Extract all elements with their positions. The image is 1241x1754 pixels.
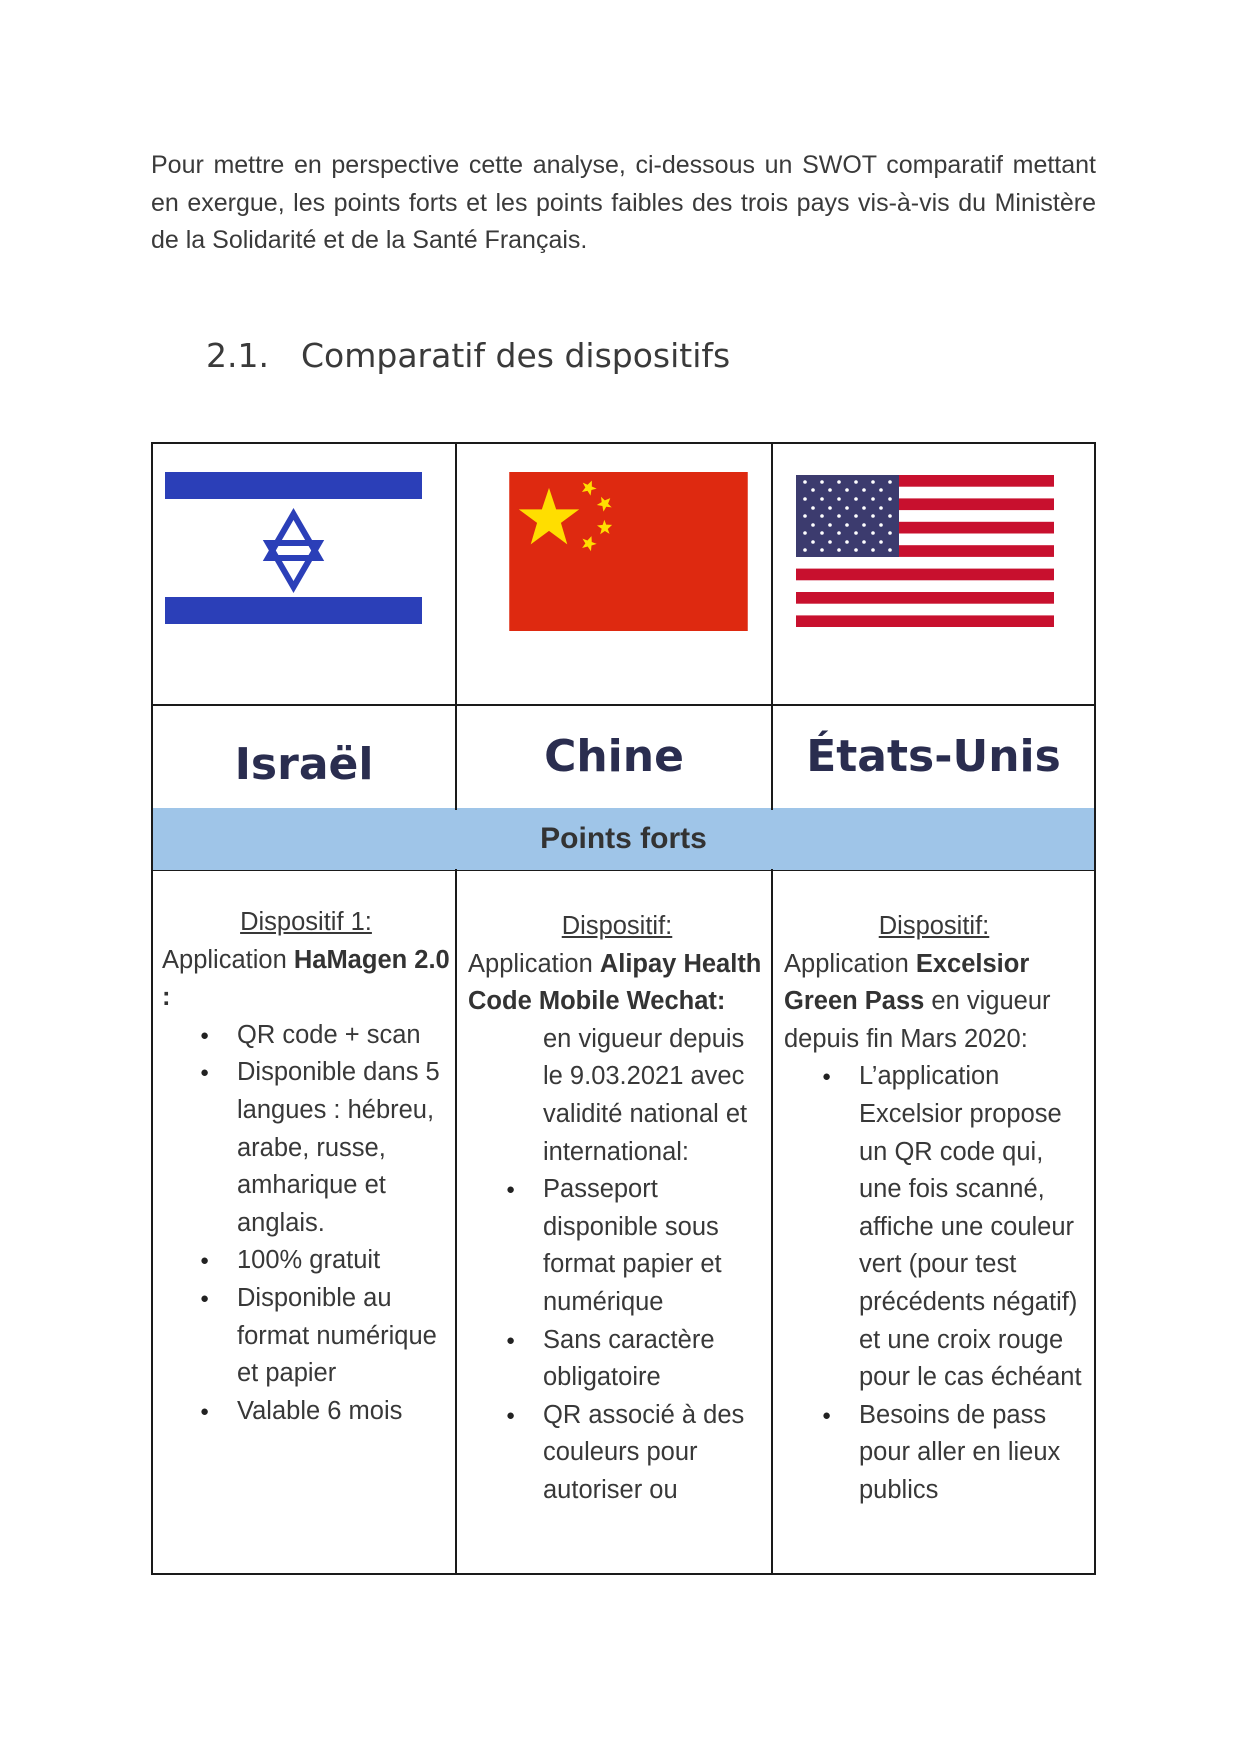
list-item: ● 100% gratuit — [162, 1242, 450, 1280]
china-dispositif-title: Dispositif: — [561, 912, 673, 940]
comparison-table — [151, 442, 1096, 1575]
israel-flag — [165, 472, 422, 624]
israel-cell — [162, 904, 450, 1430]
country-label: États-Unis — [806, 730, 1061, 782]
usa-dispositif-title: Dispositif: — [878, 912, 990, 940]
usa-cell — [784, 908, 1084, 1510]
section-heading — [206, 336, 730, 375]
list-item: ● Disponible au format numérique et papier — [162, 1280, 450, 1393]
usa-app-name: Excelsior Green Pass — [784, 949, 1030, 1016]
list-item: ● Sans caractère obligatoire — [468, 1322, 766, 1397]
china-intro: en vigueur depuis le 9.03.2021 avec validité national et international: — [543, 1024, 748, 1166]
country-label: Chine — [544, 730, 684, 782]
israel-app-name: HaMagen 2.0 : — [162, 945, 450, 1012]
china-app-prefix: Application — [468, 949, 600, 978]
china-list — [468, 1021, 766, 1510]
china-app — [468, 946, 766, 1021]
table-border-left — [151, 442, 153, 1575]
list-item: ● QR associé à des couleurs pour autoriser ou — [468, 1397, 766, 1510]
israel-dispositif-title: Dispositif 1: — [240, 908, 372, 936]
israel-app — [162, 942, 450, 1017]
points-forts-band — [151, 808, 1096, 870]
usa-flag — [796, 475, 1054, 627]
section-title: Comparatif des dispositifs — [301, 336, 731, 375]
list-item: ● Besoins de pass pour aller en lieux publics — [784, 1397, 1084, 1510]
china-flag — [509, 472, 748, 631]
intro-paragraph: Pour mettre en perspective cette analyse, ci-dessous un SWOT comparatif mettant en exergue, les points forts et les points faibles des trois pays vis-à-vis du Ministère de la Solidarité et de la Santé Français. — [151, 151, 1096, 254]
table-border-right — [1094, 442, 1096, 1575]
list-item: ● Passeport disponible sous format papier et numérique — [468, 1171, 766, 1321]
china-app-name: Alipay Health Code Mobile Wechat: — [468, 949, 762, 1016]
usa-app-suffix: en vigueur depuis fin Mars 2020: — [784, 987, 1051, 1053]
country-israel — [153, 704, 455, 816]
list-item: ● QR code + scan — [162, 1017, 450, 1055]
table-col-divider — [455, 869, 457, 1575]
israel-list — [162, 1017, 450, 1431]
table-border-bottom — [151, 1573, 1096, 1575]
israel-app-prefix: Application — [162, 945, 294, 974]
list-item: ● Valable 6 mois — [162, 1393, 450, 1431]
china-cell — [468, 908, 766, 1510]
list-item: ● Disponible dans 5 langues : hébreu, arabe, russe, amharique et anglais. — [162, 1054, 450, 1242]
band-label: Points forts — [540, 822, 707, 855]
usa-app-prefix: Application — [784, 949, 916, 978]
usa-list — [784, 1058, 1084, 1509]
country-usa — [773, 704, 1094, 808]
table-border-top — [151, 442, 1096, 444]
section-number: 2.1. — [206, 336, 269, 375]
country-china — [457, 704, 771, 808]
table-col-divider — [771, 869, 773, 1575]
list-item: ● L’application Excelsior propose un QR code qui, une fois scanné, affiche une couleur vert (pour test précédents négatif) et une croix rouge pour le cas échéant — [784, 1058, 1084, 1396]
country-label: Israël — [234, 738, 374, 790]
usa-app — [784, 946, 1084, 1059]
